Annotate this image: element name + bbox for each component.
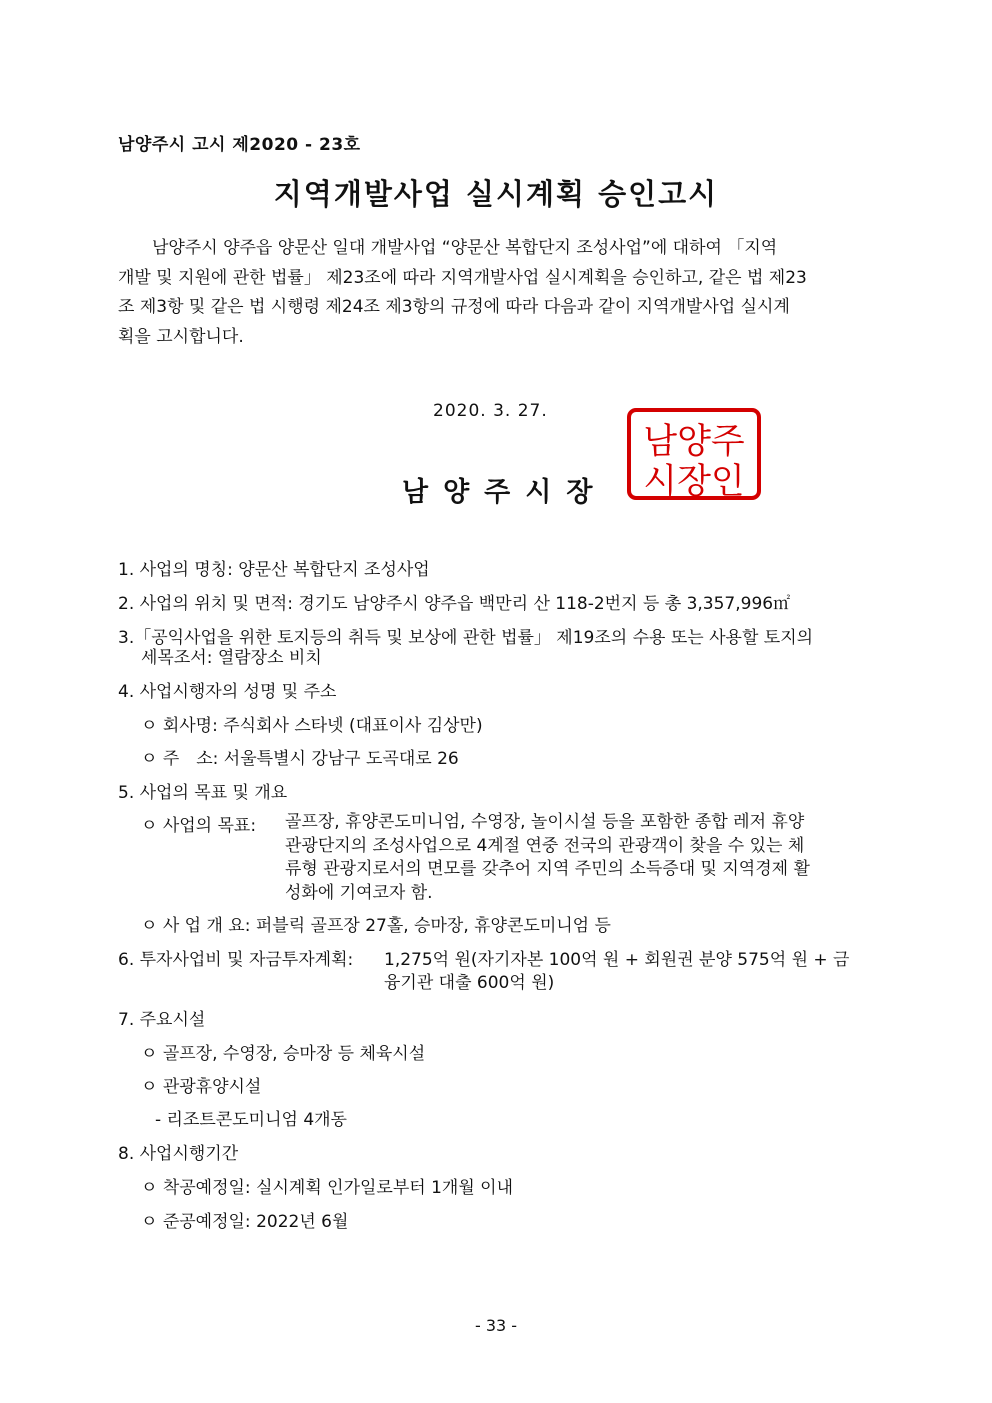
goal-line: 골프장, 휴양콘도미니엄, 수영장, 놀이시설 등을 포함한 종합 레저 휴양 <box>285 812 805 832</box>
item-7-tourism: ㅇ 관광휴양시설 <box>141 1077 262 1097</box>
goal-line: 관광단지의 조성사업으로 4계절 연중 전국의 관광객이 찾을 수 있는 체 <box>285 835 805 856</box>
seal-text-line: 시장인 <box>643 462 745 502</box>
item-8-start: ㅇ 착공예정일: 실시계획 인가일로부터 1개월 이내 <box>141 1178 514 1198</box>
official-seal <box>627 408 761 500</box>
intro-line: 획을 고시합니다. <box>118 326 244 347</box>
item-1-project-name: 1. 사업의 명칭: 양문산 복합단지 조성사업 <box>118 560 430 580</box>
item-7-sports: ㅇ 골프장, 수영장, 승마장 등 체육시설 <box>141 1044 426 1064</box>
item-6-investment-line: 1,275억 원(자기자본 100억 원 + 회원권 분양 575억 원 + 금 <box>384 950 850 970</box>
item-4-address: ㅇ 주 소: 서울특별시 강남구 도곡대로 26 <box>141 749 459 769</box>
item-3-land-law: 3.「공익사업을 위한 토지등의 취득 및 보상에 관한 법률」 제19조의 수용 또는 사용할 토지의 <box>118 628 814 648</box>
item-4-operator: 4. 사업시행자의 성명 및 주소 <box>118 682 337 702</box>
item-5-overview: ㅇ 사 업 개 요: 퍼블릭 골프장 27홀, 승마장, 휴양콘도미니엄 등 <box>141 916 611 936</box>
document-title: 지역개발사업 실시계획 승인고시 <box>273 177 719 211</box>
item-8-period: 8. 사업시행기간 <box>118 1144 239 1164</box>
item-8-end: ㅇ 준공예정일: 2022년 6월 <box>141 1212 349 1232</box>
item-7-facilities: 7. 주요시설 <box>118 1010 206 1030</box>
item-5-goal-label: ㅇ 사업의 목표: <box>141 816 257 836</box>
item-4-company-name: ㅇ 회사명: 주식회사 스타넷 (대표이사 김상만) <box>141 716 483 736</box>
item-5-goal-text <box>285 811 810 905</box>
intro-line: 조 제3항 및 같은 법 시행령 제24조 제3항의 규정에 따라 다음과 같이 지역개발사업 실시계 <box>118 297 790 317</box>
item-3-land-law-cont: 세목조서: 열람장소 비치 <box>141 648 322 668</box>
item-6-investment-line: 융기관 대출 600억 원) <box>384 973 555 993</box>
notice-number: 남양주시 고시 제2020 - 23호 <box>118 135 361 155</box>
goal-line: 류형 관광지로서의 면모를 갖추어 지역 주민의 소득증대 및 지역경제 활 <box>285 859 810 879</box>
issuer-name: 남양주시장 <box>402 477 608 508</box>
intro-paragraph <box>118 234 874 352</box>
intro-line: 남양주시 양주읍 양문산 일대 개발사업 “양문산 복합단지 조성사업”에 대하여 「지역 <box>118 238 778 258</box>
goal-line: 성화에 기여코자 함. <box>285 882 433 903</box>
item-7-condo: - 리조트콘도미니엄 4개동 <box>155 1110 347 1130</box>
item-6-investment-label: 6. 투자사업비 및 자금투자계획: <box>118 950 354 970</box>
seal-text-line: 남양주 <box>643 422 745 462</box>
intro-line: 개발 및 지원에 관한 법률」 제23조에 따라 지역개발사업 실시계획을 승인하고, 같은 법 제23 <box>118 267 807 288</box>
page-number: - 33 - <box>474 1316 518 1335</box>
item-5-goals: 5. 사업의 목표 및 개요 <box>118 783 288 803</box>
item-2-location-area: 2. 사업의 위치 및 면적: 경기도 남양주시 양주읍 백만리 산 118-2번지 등 총 3,357,996㎡ <box>118 594 791 614</box>
notice-date: 2020. 3. 27. <box>433 401 548 421</box>
